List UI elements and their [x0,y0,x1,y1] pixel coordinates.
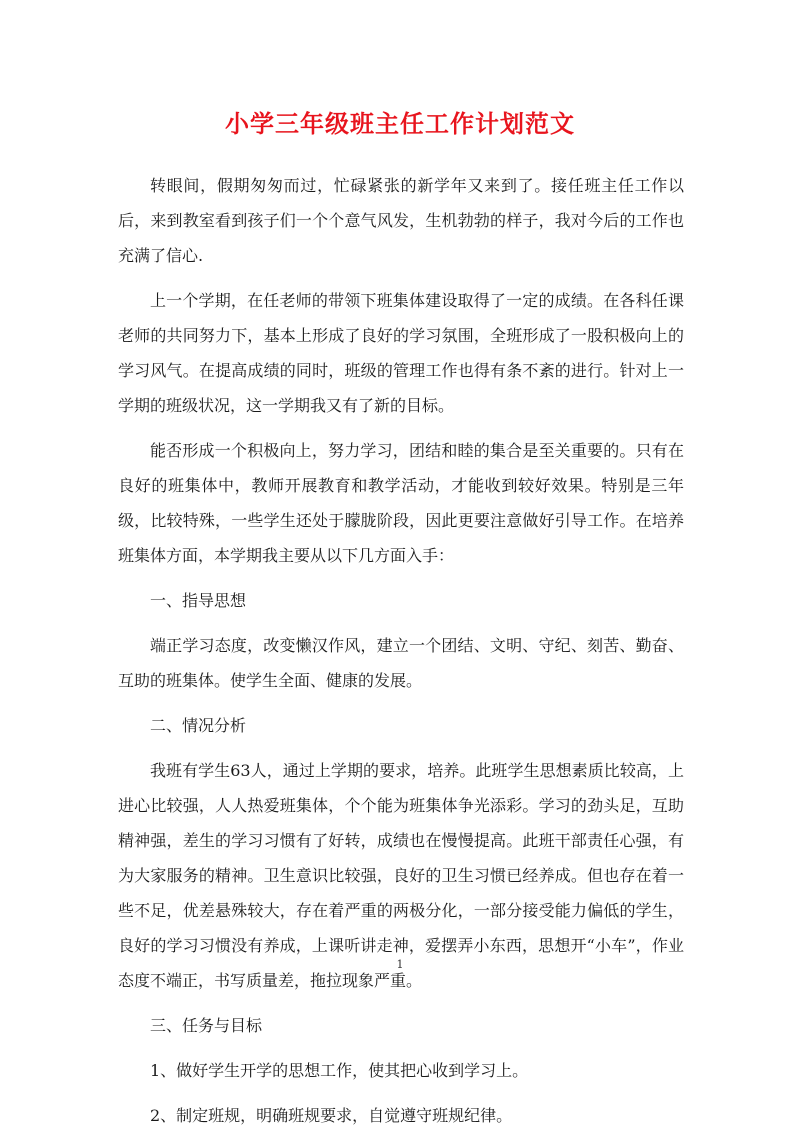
paragraph: 上一个学期，在任老师的带领下班集体建设取得了一定的成绩。在各科任课老师的共同努力下，基本上形成了良好的学习氛围，全班形成了一股积极向上的学习风气。在提高成绩的同时，班级的管理工作也得有条不紊的进行。针对上一学期的班级状况，这一学期我又有了新的目标。 [118,291,684,415]
document-title: 小学三年级班主任工作计划范文 [225,109,575,138]
paragraph: 端正学习态度，改变懒汉作风，建立一个团结、文明、守纪、刻苦、勤奋、互助的班集体。使学生全面、健康的发展。 [118,636,684,690]
paragraph: 转眼间，假期匆匆而过，忙碌紧张的新学年又来到了。接任班主任工作以后，来到教室看到孩子们一个个意气风发，生机勃勃的样子，我对今后的工作也充满了信心. [118,176,684,265]
section-heading: 二、情况分析 [150,716,247,735]
list-item: 2、制定班规，明确班规要求，自觉遵守班规纪律。 [150,1106,513,1125]
page-number: 1 [396,958,404,971]
section-heading: 一、指导思想 [150,591,247,610]
section-heading: 三、任务与目标 [150,1016,263,1035]
paragraph: 我班有学生63人，通过上学期的要求，培养。此班学生思想素质比较高，上进心比较强，人人热爱班集体，个个能为班集体争光添彩。学习的劲头足，互助精神强，差生的学习习惯有了好转，成绩也在慢慢提高。此班干部责任心强，有为大家服务的精神。卫生意识比较强，良好的卫生习惯已经养成。但也存在着一些不足，优差悬殊较大，存在着严重的两极分化，一部分接受能力偏低的学生，良好的学习习惯没有养成，上课听讲走神，爱摆弄小东西，思想开“小车”，作业态度不端正，书写质量差，拖拉现象严重。 [118,761,684,990]
paragraph: 能否形成一个积极向上，努力学习，团结和睦的集合是至关重要的。只有在良好的班集体中，教师开展教育和教学活动，才能收到较好效果。特别是三年级，比较特殊，一些学生还处于朦胧阶段，因此更要注意做好引导工作。在培养班集体方面，本学期我主要从以下几方面入手： [118,441,684,565]
list-item: 1、做好学生开学的思想工作，使其把心收到学习上。 [150,1061,529,1080]
document-body [118,168,684,1133]
